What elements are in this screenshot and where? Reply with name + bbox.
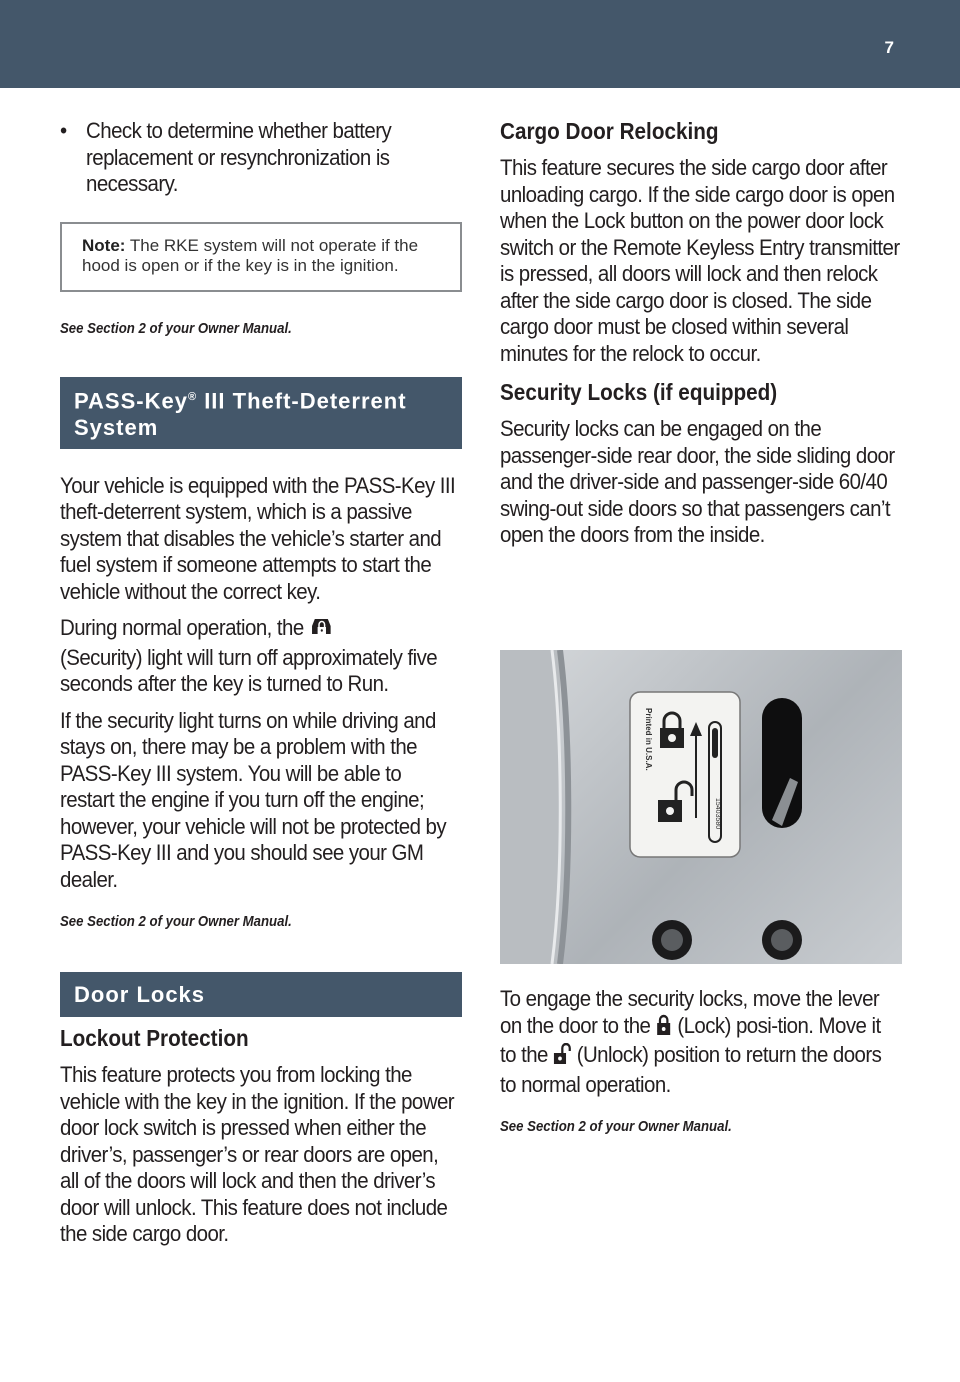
page-number: 7 (884, 38, 894, 57)
security-lock-photo (500, 650, 902, 964)
see-section-reference: See Section 2 of your Owner Manual. (500, 1118, 732, 1135)
unlock-icon (553, 1043, 572, 1072)
right-column-lower (500, 986, 902, 1135)
lock-icon (655, 1014, 672, 1043)
right-column (500, 118, 902, 549)
engage-text-c: (Unlock) position to return the doors to normal operation. (500, 1042, 882, 1097)
security-locks-paragraph: Security locks can be engaged on the passenger-side rear door, the side sliding door and the driver-side and passenger-side 60/40 swing-out side doors so that passengers can’t open the doors from the inside. (500, 416, 895, 547)
cargo-door-relocking-heading: Cargo Door Relocking (500, 118, 719, 144)
security-light-icon (309, 616, 333, 645)
sticker-part-number: 15403580 (714, 798, 721, 830)
lockout-protection-heading: Lockout Protection (60, 1025, 249, 1052)
header-bar (0, 0, 960, 88)
note-box (60, 222, 462, 292)
bullet-dot: • (60, 118, 67, 143)
pass-key-paragraph-1: Your vehicle is equipped with the PASS-Key III theft-deterrent system, which is a passive system that disables the vehicle’s starter and fuel system if someone attempts to start the vehicle without the correct key. (60, 472, 456, 604)
pass-key-paragraph-2a: During normal operation, the (60, 615, 304, 641)
registered-mark: ® (187, 390, 198, 403)
pass-key-paragraph-2 (60, 615, 460, 698)
see-section-reference: See Section 2 of your Owner Manual. (60, 319, 292, 337)
pass-key-paragraph-2b: (Security) light will turn off approximately five seconds after the key is turned to Run. (60, 644, 438, 697)
pass-key-title-c: System (74, 414, 159, 440)
left-column (60, 118, 462, 1248)
see-section-reference: See Section 2 of your Owner Manual. (60, 913, 292, 931)
lock-label-sticker (630, 692, 740, 857)
note-text: The RKE system will not operate if the hood is open or if the key is in the ignition. (82, 235, 419, 275)
sticker-printed-text: Printed in U.S.A. (644, 708, 653, 771)
lockout-protection-paragraph: This feature protects you from locking the vehicle with the key in the ignition. If the power door lock switch is pressed when either the driver’s, passenger’s or rear doors are open, all of the doors will lock and then the driver’s door will unlock. This feature does not include the side cargo door. (60, 1062, 455, 1247)
pass-key-paragraph-3: If the security light turns on while driving and stays on, there may be a problem with the PASS-Key III system. You will be able to restart the engine if you turn off the engine; however, your vehicle will not be protected by PASS-Key III and you should see your GM dealer. (60, 707, 447, 892)
bullet-item (60, 118, 460, 198)
note-label: Note: (82, 235, 126, 255)
cargo-door-relocking-paragraph: This feature secures the side cargo door after unloading cargo. If the side cargo door is open when the Lock button on the power door lock switch or the Remote Keyless Entry transmitter is pressed, all doors will lock and then relock after the side cargo door is closed. The side cargo door must be closed within several minutes for the relock to occur. (500, 155, 900, 366)
engage-text-a: To engage the security locks, move the lever on the door to the (500, 986, 880, 1038)
pass-key-title-b: III Theft-Deterrent (197, 387, 407, 413)
bullet-text: Check to determine whether battery replacement or resynchronization is necessary. (86, 118, 392, 196)
section-heading-pass-key (60, 377, 462, 449)
section-heading-door-locks: Door Locks (60, 972, 462, 1017)
engage-text-b: (Lock) posi-tion. Move it to the (500, 1012, 881, 1067)
engage-paragraph (500, 986, 900, 1098)
pass-key-title-a: PASS-Key (74, 387, 188, 413)
security-locks-heading: Security Locks (if equipped) (500, 379, 778, 405)
